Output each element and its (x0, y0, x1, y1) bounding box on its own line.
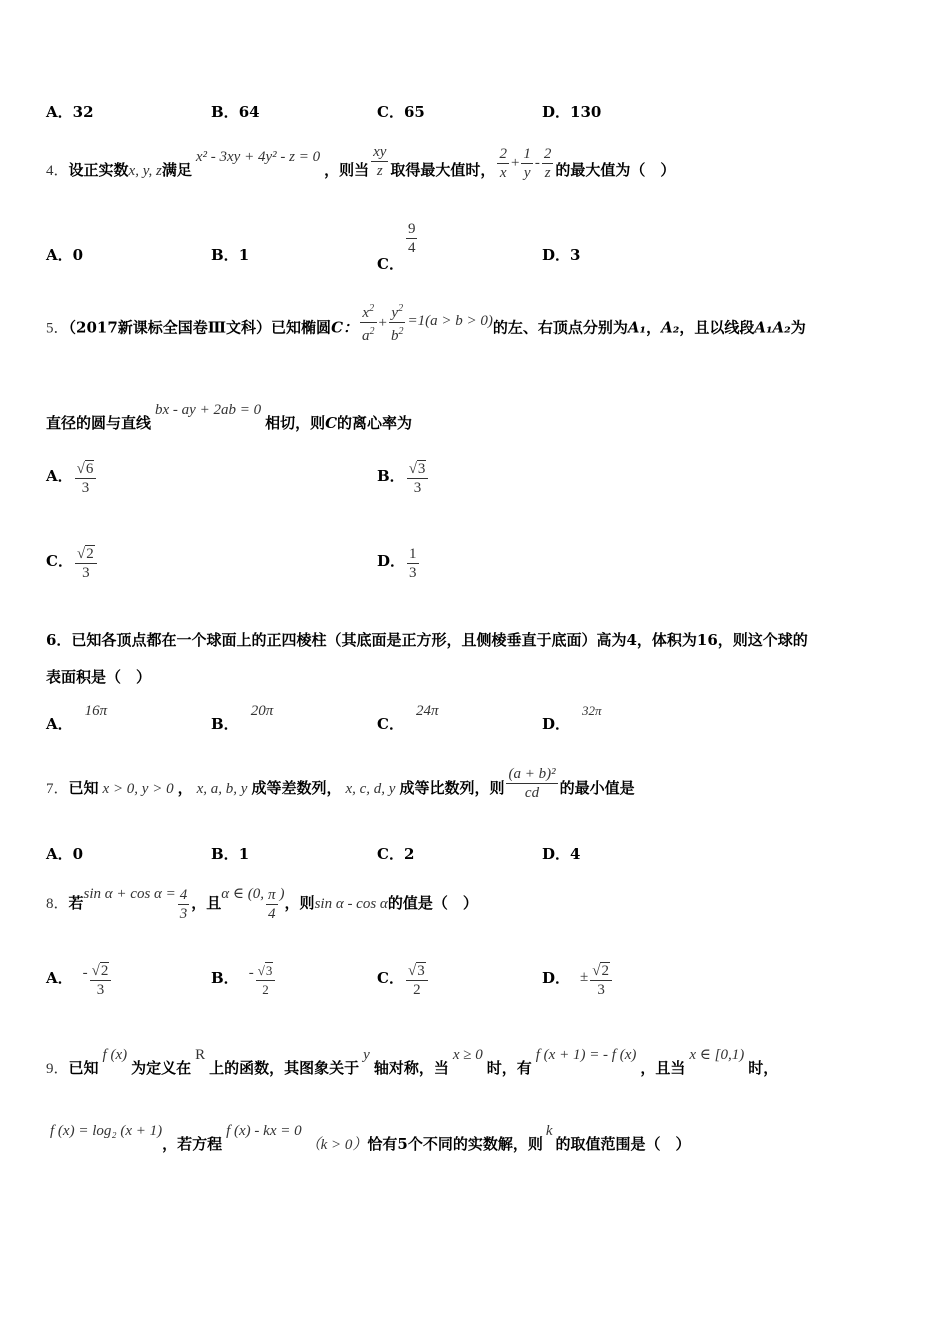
q7-option-c: C．2 (377, 845, 415, 863)
q9-stem-line2: f (x) = log₂ (x + 1)，若方程f (x) - kx = 0（k > 0）恰有5个不同的实数解，则k的取值范围是（ ） (50, 1123, 691, 1153)
q8-stem: 8．若sin α + cos α = $\frac{4}{3}$ ，且α ∈ (0, $\frac{\pi}{4}$ )，则sin α - cos α的值是（ ） (46, 886, 478, 922)
q3-option-d: D．130 (542, 103, 602, 121)
q4-option-c: C． $\frac{9}{4}$ (377, 221, 416, 273)
q4-stem: 4．设正实数x, y, z满足x² - 3xy + 4y² - z = 0，则当 $\frac{xy}{z}$ 取得最大值时， $\frac{2}{x}$ + $\frac{1}{y}$ - $\frac{2}{z}$ 的最大值为（ ） (46, 143, 676, 181)
q5-stem-line2: 直径的圆与直线bx - ay + 2ab = 0相切，则C的离心率为 (46, 402, 413, 432)
q7-option-d: D．4 (542, 845, 581, 863)
q6-option-a: A．16π (46, 703, 108, 733)
q6-option-b: B．20π (211, 703, 274, 733)
q5-option-d: D． $\frac{1}{3}$ (377, 546, 417, 581)
q7-stem: 7．已知 x > 0, y > 0 ， x, a, b, y 成等差数列， x, c, d, y 成等比数列，则 $\frac{\text{(a + b)²}}{cd}$ 的最小值是 (46, 765, 635, 801)
q5-option-b: B． $\frac{√3}{3}$ (377, 460, 430, 497)
q3-option-b: B．64 (211, 103, 260, 121)
q6-stem-line1: 6．已知各顶点都在一个球面上的正四棱柱（其底面是正方形，且侧棱垂直于底面）高为4，体积为16，则这个球的 (46, 631, 808, 649)
q4-option-a: A．0 (46, 246, 84, 264)
q3-option-c: C．65 (377, 103, 425, 121)
q5-option-c: C． $\frac{√2}{3}$ (46, 545, 99, 582)
q3-option-a: A．32 (46, 103, 94, 121)
q9-stem-line1: 9．已知f (x)为定义在R上的函数，其图象关于y轴对称，当x ≥ 0时，有f (x + 1) = - f (x)，且当x ∈ [0,1)时， (46, 1047, 779, 1077)
q5-stem-line1: 5．（2017新课标全国卷Ⅲ文科）已知椭圆C： $\frac{x^2}{a^2}$ + $\frac{y^2}{b^2}$ =1(a > b > 0)的左、右顶点分别为A₁，A₂，且以线段A₁A₂为 (46, 303, 806, 344)
q8-option-b: B． - $\frac{√3}{2}$ (211, 962, 277, 999)
q6-option-d: D．32π (542, 703, 602, 733)
q6-stem-line2: 表面积是（ ） (46, 668, 152, 686)
q7-option-b: B．1 (211, 845, 250, 863)
q4-option-d: D．3 (542, 246, 581, 264)
q6-option-c: C．24π (377, 703, 439, 733)
q7-option-a: A．0 (46, 845, 84, 863)
q8-option-d: D． ± $\frac{√2}{3}$ (542, 962, 614, 999)
q8-option-a: A． - $\frac{√2}{3}$ (46, 962, 113, 999)
q5-option-a: A． $\frac{√6}{3}$ (46, 460, 98, 497)
q8-option-c: C． $\frac{√3}{2}$ (377, 962, 430, 999)
q4-option-b: B．1 (211, 246, 250, 264)
